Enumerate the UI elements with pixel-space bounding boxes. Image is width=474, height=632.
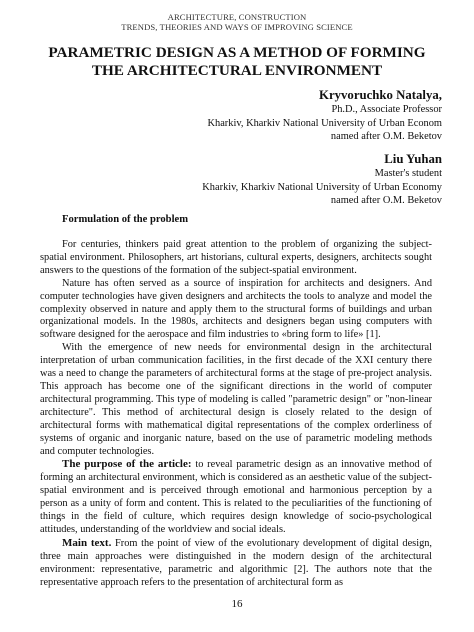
page-number: 16 xyxy=(231,598,243,610)
author-name: Liu Yuhan xyxy=(384,152,442,166)
paragraph-3: With the emergence of new needs for environmental design in the architectural interpretation of urban communication facilities, in the first decade of the XXI century there was a need to change the parameters of architectural forms at the stage of pre-project analysis. This approach has become one of the significant directions in the world of computer architectural programming. This type of modeling is called "parametric design" or "non-linear architecture". This method of architectural design is closely related to the design of architectural forms with mathematical digital representations of the complex orderliness of systems of organic and inorganic nature, based on the use of parametric modeling methods and computer technologies. xyxy=(40,342,432,457)
author-block-2 xyxy=(202,152,442,208)
paragraph-2: Nature has often served as a source of inspiration for architects and designers. And computer technologies have given designers and architects the tools to analyze and model the complexity observed in nature and apply them to the structural forms of buildings and urban organizational models. In the 1980s, architects and designers began using computers with software designed for the aerospace and film industries to «bring form to life» [1]. xyxy=(40,277,432,341)
body-text xyxy=(40,239,432,589)
main-text-lead: Main text. xyxy=(62,536,112,549)
running-head-line-2: TRENDS, THEORIES AND WAYS OF IMPROVING SCIENCE xyxy=(121,22,353,32)
author-role: Master's student xyxy=(374,168,442,179)
section-heading: Formulation of the problem xyxy=(62,214,189,225)
paragraph-1: For centuries, thinkers paid great attention to the problem of organizing the subject-spatial environment. Philosophers, art historians, cultural experts, designers, architects sought answers to the questions of the formation of the subject-spatial environment. xyxy=(40,239,432,276)
running-head-line-1: ARCHITECTURE, CONSTRUCTION xyxy=(167,12,307,22)
author-affiliation-cont: named after O.M. Beketov xyxy=(330,131,442,142)
author-name: Kryvoruchko Natalya, xyxy=(319,88,442,102)
author-affiliation-cont: named after O.M. Beketov xyxy=(330,195,442,206)
purpose-text: to reveal parametric design as an innovative method of forming an architectural environment, which is considered as an aesthetic value of the subject-spatial environment and is perceived through emotional and harmonious perception by a person as a unity of form and content. This is related to the peculiarities of the functioning of things in the field of culture, which requires design knowledge of socio-psychological attitudes, understanding of the worldview and social ideals. xyxy=(40,459,432,535)
author-affiliation: Kharkiv, Kharkiv National University of Urban Economy xyxy=(202,181,442,193)
purpose-lead: The purpose of the article: xyxy=(62,458,192,471)
title-line-1: PARAMETRIC DESIGN AS A METHOD OF FORMING xyxy=(48,44,426,61)
paragraph-4 xyxy=(40,458,432,536)
author-role: Ph.D., Associate Professor xyxy=(331,104,442,115)
main-text-body: From the point of view of the evolutionary development of digital design, three main approaches were distinguished in the modern design of the architectural environment: representative, parametric and algorithmic [2]. The authors note that the representative approach refers to the presentation of architectural form as xyxy=(40,537,433,588)
author-affiliation: Kharkiv, Kharkiv National University of Urban Econom xyxy=(207,117,442,129)
title-line-2: THE ARCHITECTURAL ENVIRONMENT xyxy=(91,61,383,79)
author-block-1 xyxy=(208,88,443,144)
running-head xyxy=(0,12,474,32)
paper-title xyxy=(20,44,454,79)
paragraph-5 xyxy=(40,537,432,590)
